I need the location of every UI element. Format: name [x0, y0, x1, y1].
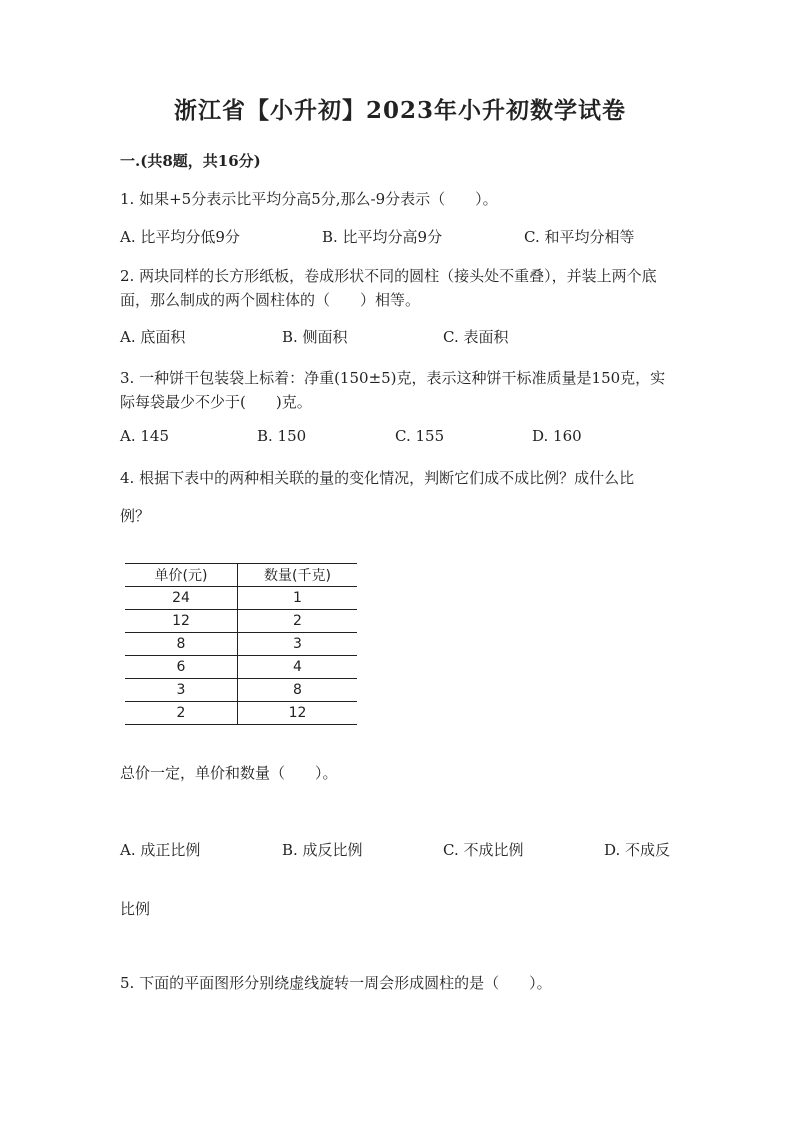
- table-cell: 8: [238, 679, 358, 702]
- question-4-text-line2: 例？: [120, 507, 151, 525]
- table-cell: 2: [238, 610, 358, 633]
- question-4-option-d: D. 不成反: [604, 841, 671, 859]
- table-header-unit-price: 单价(元): [125, 564, 238, 587]
- question-1-options: [120, 226, 720, 250]
- table-row: [125, 679, 357, 702]
- question-1-option-b: B. 比平均分高9分: [322, 228, 443, 246]
- table-cell: 12: [238, 702, 358, 725]
- question-3-option-d: D. 160: [532, 427, 582, 445]
- question-3-option-b: B. 150: [257, 427, 307, 445]
- question-2-option-a: A. 底面积: [120, 328, 186, 346]
- price-quantity-table: [125, 563, 357, 725]
- question-4-options: [120, 839, 720, 863]
- question-3-text: 3. 一种饼干包装袋上标着：净重(150±5)克，表示这种饼干标准质量是150克，实际每袋最少不少于( )克。: [120, 369, 666, 411]
- table-cell: 4: [238, 656, 358, 679]
- question-4-option-b: B. 成反比例: [282, 841, 363, 859]
- question-2-option-b: B. 侧面积: [282, 328, 348, 346]
- table-cell: 24: [125, 587, 238, 610]
- question-5-text: 5. 下面的平面图形分别绕虚线旋转一周会形成圆柱的是（ ）。: [120, 974, 552, 992]
- question-2-text: 2. 两块同样的长方形纸板，卷成形状不同的圆柱（接头处不重叠），并装上两个底面，那么制成的两个圆柱体的（ ）相等。: [120, 267, 657, 309]
- table-row: [125, 656, 357, 679]
- question-1-option-c: C. 和平均分相等: [524, 228, 635, 246]
- table-header-row: [125, 564, 357, 587]
- table-row: [125, 610, 357, 633]
- table-cell: 2: [125, 702, 238, 725]
- question-1-option-a: A. 比平均分低9分: [120, 228, 240, 246]
- question-1-text: 1. 如果+5分表示比平均分高5分,那么-9分表示（ ）。: [120, 190, 498, 208]
- table-row: [125, 587, 357, 610]
- table-header-quantity: 数量(千克): [238, 564, 358, 587]
- question-3-option-c: C. 155: [395, 427, 445, 445]
- table-cell: 12: [125, 610, 238, 633]
- question-4-option-a: A. 成正比例: [120, 841, 201, 859]
- question-4-text-line1: 4. 根据下表中的两种相关联的量的变化情况，判断它们成不成比例？成什么比: [120, 469, 635, 487]
- question-3-option-a: A. 145: [120, 427, 169, 445]
- question-2-option-c: C. 表面积: [443, 328, 509, 346]
- table-cell: 8: [125, 633, 238, 656]
- table-cell: 1: [238, 587, 358, 610]
- question-4-prompt: 总价一定，单价和数量（ ）。: [120, 764, 338, 782]
- table-row: [125, 702, 357, 725]
- table-row: [125, 633, 357, 656]
- table-cell: 3: [238, 633, 358, 656]
- exam-title: 浙江省【小升初】2023年小升初数学试卷: [173, 97, 626, 124]
- question-4-option-c: C. 不成比例: [443, 841, 524, 859]
- table-cell: 3: [125, 679, 238, 702]
- question-3-options: [120, 427, 720, 451]
- question-4-option-d-wrap: 比例: [120, 900, 151, 918]
- section-heading: 一.(共8题，共16分): [120, 152, 261, 170]
- table-cell: 6: [125, 656, 238, 679]
- question-2-options: [120, 326, 720, 350]
